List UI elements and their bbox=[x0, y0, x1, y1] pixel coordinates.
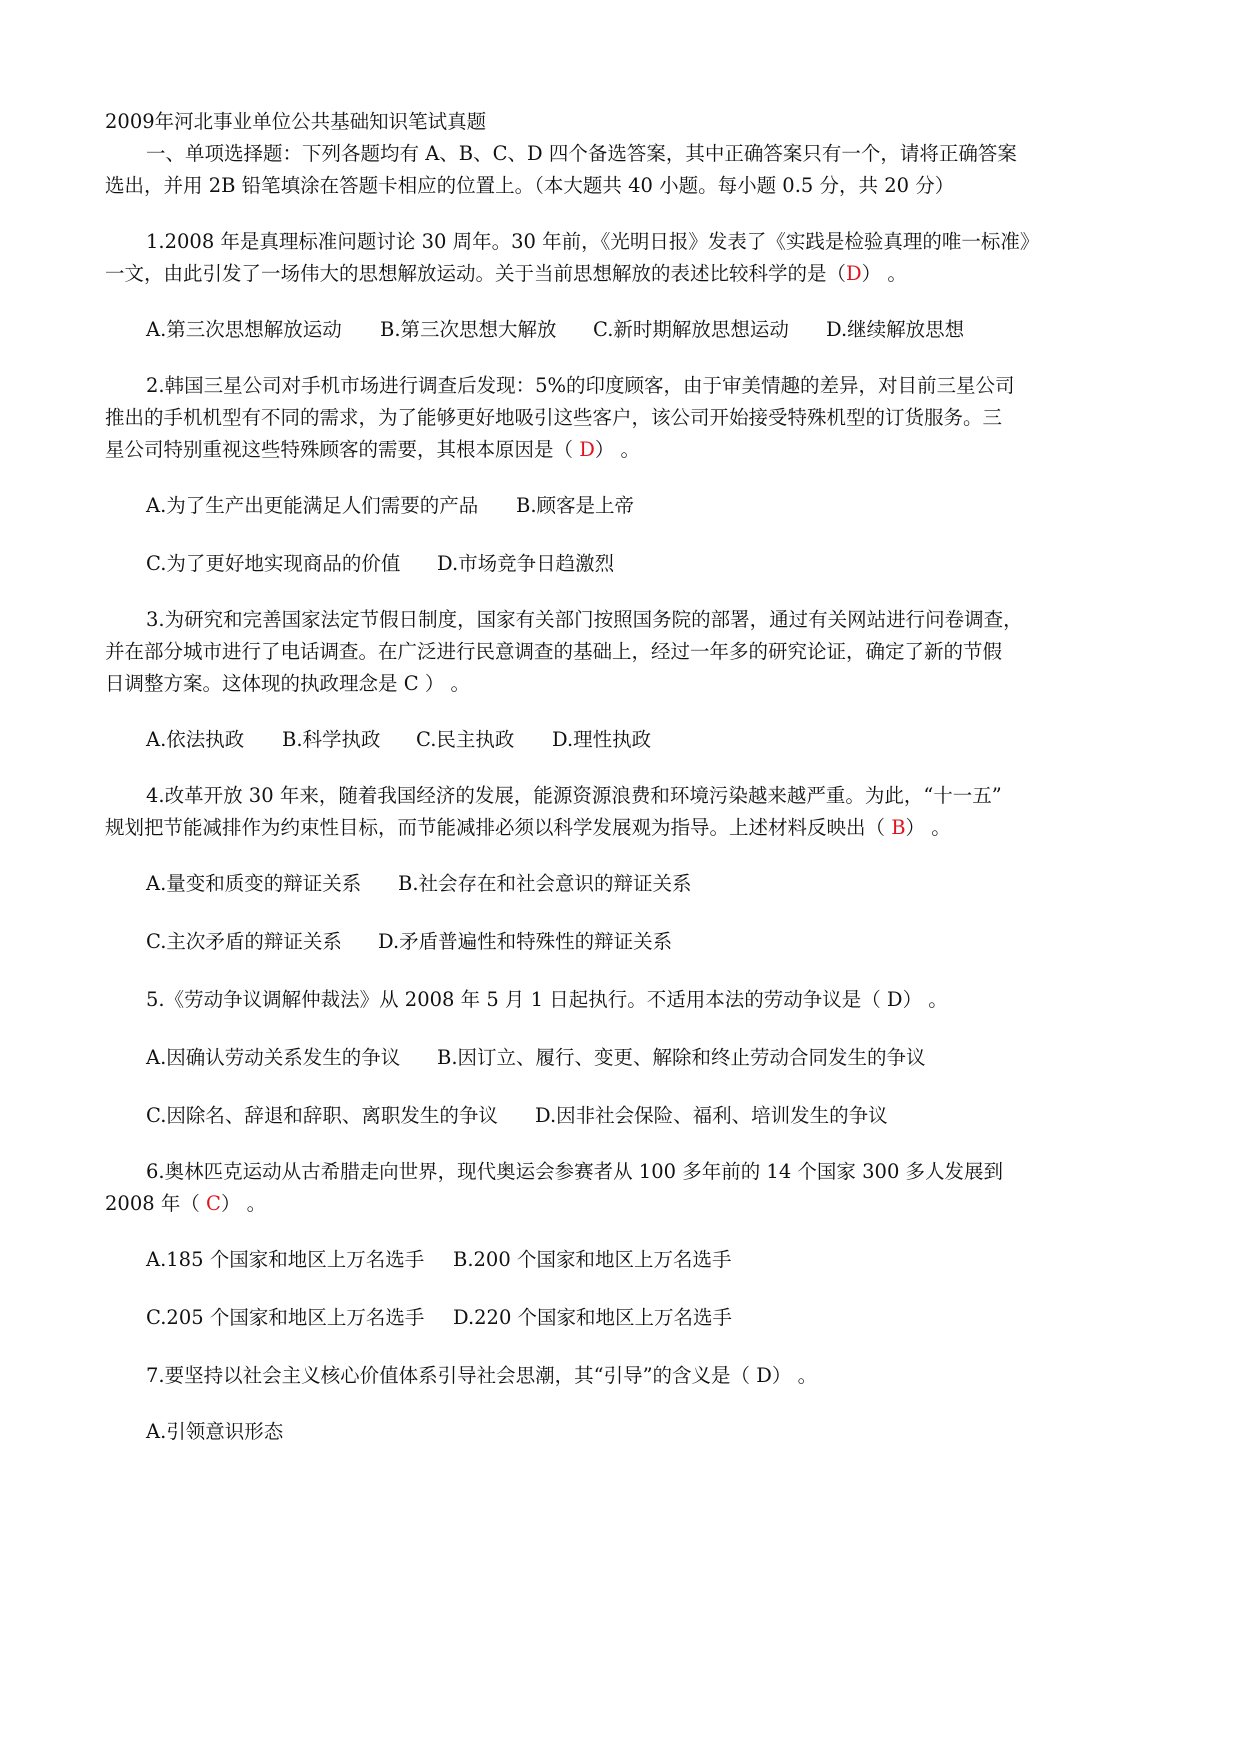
question-6-line-1: 6.奥林匹克运动从古希腊走向世界，现代奥运会参赛者从 100 多年前的 14 个国家 300 多人发展到 bbox=[146, 1160, 1004, 1183]
question-2-option-a: A.为了生产出更能满足人们需要的产品 bbox=[146, 494, 479, 517]
question-5-line-1: 5.《劳动争议调解仲裁法》从 2008 年 5 月 1 日起执行。不适用本法的劳动争议是（ D） 。 bbox=[146, 988, 948, 1011]
question-3-option-a: A.依法执政 bbox=[146, 728, 245, 751]
question-6-tail: ） 。 bbox=[220, 1192, 267, 1215]
document-title: 2009年河北事业单位公共基础知识笔试真题 bbox=[105, 110, 487, 133]
question-3-line-2: 并在部分城市进行了电话调查。在广泛进行民意调查的基础上，经过一年多的研究论证，确定了新的节假 bbox=[105, 640, 1003, 663]
question-4-answer: B bbox=[891, 816, 906, 839]
question-2-option-d: D.市场竞争日趋激烈 bbox=[437, 552, 615, 575]
question-3-line-1: 3.为研究和完善国家法定节假日制度，国家有关部门按照国务院的部署，通过有关网站进行问卷调查， bbox=[146, 608, 1023, 631]
question-6-answer: C bbox=[206, 1192, 221, 1215]
question-2-option-b: B.顾客是上帝 bbox=[516, 494, 635, 517]
question-4-option-c: C.主次矛盾的辩证关系 bbox=[146, 930, 342, 953]
question-1-line-1: 1.2008 年是真理标准问题讨论 30 周年。30 年前，《光明日报》发表了《实践是检验真理的唯一标准》 bbox=[146, 230, 1040, 253]
question-1-option-c: C.新时期解放思想运动 bbox=[593, 318, 789, 341]
section-intro-line-1: 一、单项选择题：下列各题均有 A、B、C、D 四个备选答案，其中正确答案只有一个，请将正确答案 bbox=[146, 142, 1017, 165]
question-5-option-d: D.因非社会保险、福利、培训发生的争议 bbox=[535, 1104, 888, 1127]
question-5-option-c: C.因除名、辞退和辞职、离职发生的争议 bbox=[146, 1104, 498, 1127]
question-2-answer: D bbox=[579, 438, 595, 461]
question-3-option-d: D.理性执政 bbox=[552, 728, 652, 751]
question-2-line-2: 推出的手机机型有不同的需求，为了能够更好地吸引这些客户，该公司开始接受特殊机型的订货服务。三 bbox=[105, 406, 1003, 429]
question-4-tail: ） 。 bbox=[905, 816, 951, 839]
question-4-option-a: A.量变和质变的辩证关系 bbox=[146, 872, 362, 895]
question-6-option-a: A.185 个国家和地区上万名选手 bbox=[146, 1248, 425, 1271]
question-1-answer: D bbox=[846, 262, 862, 285]
question-1-text: 一文，由此引发了一场伟大的思想解放运动。关于当前思想解放的表述比较科学的是（ bbox=[105, 262, 847, 285]
question-1-tail: ） 。 bbox=[861, 262, 907, 285]
question-1-line-2 bbox=[105, 262, 907, 286]
question-4-option-d: D.矛盾普遍性和特殊性的辩证关系 bbox=[378, 930, 673, 953]
question-1-option-a: A.第三次思想解放运动 bbox=[146, 318, 342, 341]
question-6-text: 2008 年（ bbox=[105, 1192, 207, 1215]
question-4-line-2 bbox=[105, 816, 951, 840]
question-2-line-1: 2.韩国三星公司对手机市场进行调查后发现：5%的印度顾客，由于审美情趣的差异，对目前三星公司 bbox=[146, 374, 1015, 397]
question-2-option-c: C.为了更好地实现商品的价值 bbox=[146, 552, 401, 575]
question-2-tail: ） 。 bbox=[594, 438, 641, 461]
question-3-option-c: C.民主执政 bbox=[416, 728, 515, 751]
question-7-line-1: 7.要坚持以社会主义核心价值体系引导社会思潮，其“引导”的含义是（ D） 。 bbox=[146, 1364, 818, 1387]
question-4-text: 规划把节能减排作为约束性目标，而节能减排必须以科学发展观为指导。上述材料反映出（ bbox=[105, 816, 892, 839]
question-6-option-d: D.220 个国家和地区上万名选手 bbox=[453, 1306, 733, 1329]
question-3-option-b: B.科学执政 bbox=[282, 728, 381, 751]
section-intro-line-2: 选出，并用 2B 铅笔填涂在答题卡相应的位置上。（本大题共 40 小题。每小题 0.5 分，共 20 分） bbox=[105, 174, 955, 197]
question-4-line-1: 4.改革开放 30 年来，随着我国经济的发展，能源资源浪费和环境污染越来越严重。为此，“十一五” bbox=[146, 784, 1002, 807]
question-4-option-b: B.社会存在和社会意识的辩证关系 bbox=[398, 872, 692, 895]
question-7-option-a: A.引领意识形态 bbox=[146, 1420, 284, 1443]
question-2-text: 星公司特别重视这些特殊顾客的需要，其根本原因是（ bbox=[105, 438, 580, 461]
question-1-option-b: B.第三次思想大解放 bbox=[380, 318, 557, 341]
question-2-line-3 bbox=[105, 438, 640, 462]
question-6-option-c: C.205 个国家和地区上万名选手 bbox=[146, 1306, 425, 1329]
question-6-option-b: B.200 个国家和地区上万名选手 bbox=[453, 1248, 732, 1271]
question-5-option-b: B.因订立、履行、变更、解除和终止劳动合同发生的争议 bbox=[437, 1046, 926, 1069]
question-1-option-d: D.继续解放思想 bbox=[826, 318, 965, 341]
question-3-line-3: 日调整方案。这体现的执政理念是 C ） 。 bbox=[105, 672, 471, 695]
question-6-line-2 bbox=[105, 1192, 266, 1216]
question-5-option-a: A.因确认劳动关系发生的争议 bbox=[146, 1046, 401, 1069]
